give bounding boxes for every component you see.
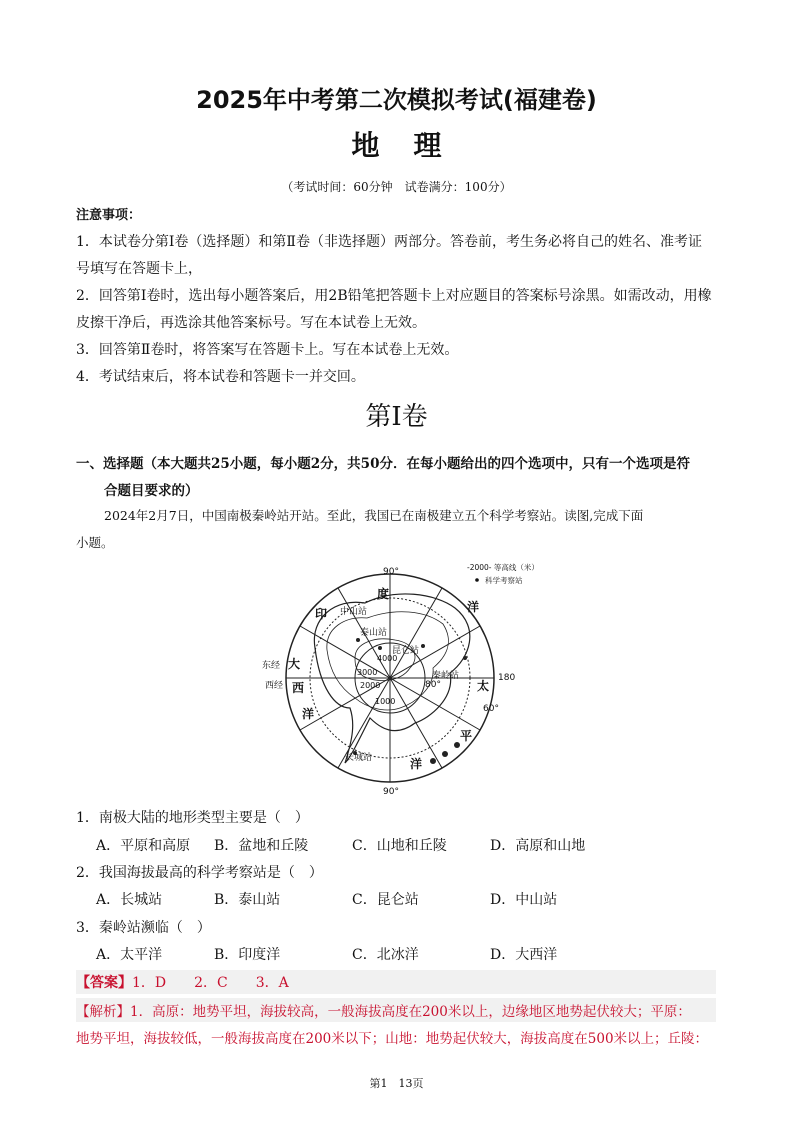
analysis-text-cont: 地势平坦，海拔较低，一般海拔高度在200米以下；山地：地势起伏较大，海拔高度在500米以上；丘陵： (76, 1031, 709, 1047)
legend-station: 科学考察站 (485, 576, 523, 585)
contour-label: 2000 (360, 681, 381, 690)
ocean-char: 度 (377, 587, 390, 601)
question-option: D．中山站 (490, 892, 558, 908)
question-option: D．高原和山地 (490, 838, 586, 854)
question-option: B．盆地和丘陵 (214, 838, 309, 854)
intro-text-cont: 小题。 (76, 535, 114, 550)
ocean-char: 太 (477, 679, 490, 693)
question-stem: 2．我国海拔最高的科学考察站是（ ） (76, 865, 323, 881)
exam-title: 2025年中考第二次模拟考试(福建卷) (196, 86, 597, 114)
analysis-label: 【解析】 (76, 1004, 130, 1020)
exam-meta: （考试时间：60分钟 试卷满分：100分） (281, 180, 512, 194)
answer-line (76, 972, 289, 992)
answer-label: 【答案】 (76, 975, 132, 991)
notice-line: 皮擦干净后，再选涂其他答案标号。写在本试卷上无效。 (76, 315, 426, 331)
east-label: 东经 (262, 661, 281, 671)
analysis-text: 1．高原：地势平坦，海拔较高，一般海拔高度在200米以上，边缘地区地势起伏较大；平原： (130, 1004, 691, 1020)
question-option: A．平原和高原 (96, 838, 191, 854)
contour-label: 4000 (377, 654, 398, 663)
notice-line: 2．回答第Ⅰ卷时，选出每小题答案后，用2B铅笔把答题卡上对应题目的答案标号涂黑。如需改动，用橡 (76, 288, 712, 304)
notice-line: 号填写在答题卡上， (76, 261, 202, 277)
question-option: D．大西洋 (490, 947, 558, 963)
question-option: C．北冰洋 (352, 947, 419, 963)
question-option: B．印度洋 (214, 947, 281, 963)
station-label: 长城站 (345, 753, 373, 763)
intro-text: 2024年2月7日，中国南极秦岭站开站。至此，我国已在南极建立五个科学考察站。读图,完成下面 (104, 508, 644, 523)
section-heading: 一、选择题（本大题共25小题，每小题2分，共50分．在每小题给出的四个选项中，只有一个选项是符 (76, 456, 690, 472)
station-label: 昆仑站 (392, 646, 420, 656)
subject-title: 地理 (351, 129, 476, 162)
station-label: 秦岭站 (432, 671, 460, 681)
legend-station-icon (475, 578, 479, 582)
legend-contour: -2000- 等高线（米） (467, 563, 539, 572)
section-heading-cont: 合题目要求的） (104, 483, 199, 499)
notice-line: 3．回答第Ⅱ卷时，将答案写在答题卡上。写在本试卷上无效。 (76, 342, 459, 358)
question-stem: 3．秦岭站濒临（ ） (76, 920, 211, 936)
question-option: B．泰山站 (214, 892, 281, 908)
station-label: 中山站 (340, 607, 368, 617)
question-stem: 1．南极大陆的地形类型主要是（ ） (76, 810, 309, 826)
ocean-char: 洋 (410, 757, 423, 771)
question-option: A．长城站 (96, 892, 163, 908)
lat80-label: 80° (425, 680, 441, 690)
lat60-label: 60° (483, 704, 499, 714)
lon-bottom-label: 90° (383, 787, 399, 797)
notice-line: 1．本试卷分第Ⅰ卷（选择题）和第Ⅱ卷（非选择题）两部分。答卷前，考生务必将自己的姓名、准考证 (76, 234, 702, 250)
contour-label: 3000 (357, 668, 378, 677)
lon-top-label: 90° (383, 567, 399, 577)
ocean-char: 洋 (467, 600, 480, 614)
ocean-char: 平 (460, 729, 473, 743)
west-label: 西经 (265, 681, 284, 691)
answer-text: 1．D 2．C 3．A (132, 975, 289, 991)
question-option: C．昆仑站 (352, 892, 419, 908)
notice-line: 4．考试结束后，将本试卷和答题卡一并交回。 (76, 369, 365, 385)
page-footer: 第1 13页 (369, 1077, 424, 1090)
volume-heading: 第Ⅰ卷 (365, 402, 428, 432)
ocean-char: 大 (288, 657, 301, 671)
station-label: 泰山站 (360, 628, 388, 638)
analysis-line (76, 1000, 691, 1020)
question-option: C．山地和丘陵 (352, 838, 447, 854)
ocean-char: 洋 (302, 707, 315, 721)
contour-label: 1000 (375, 697, 396, 706)
notice-heading: 注意事项： (76, 208, 142, 223)
question-option: A．太平洋 (96, 947, 163, 963)
station-dot (421, 644, 425, 648)
ocean-char: 印 (315, 607, 328, 621)
lon-right-label: 180 (498, 673, 516, 683)
antarctica-map (255, 558, 545, 798)
ocean-char: 西 (292, 681, 305, 695)
